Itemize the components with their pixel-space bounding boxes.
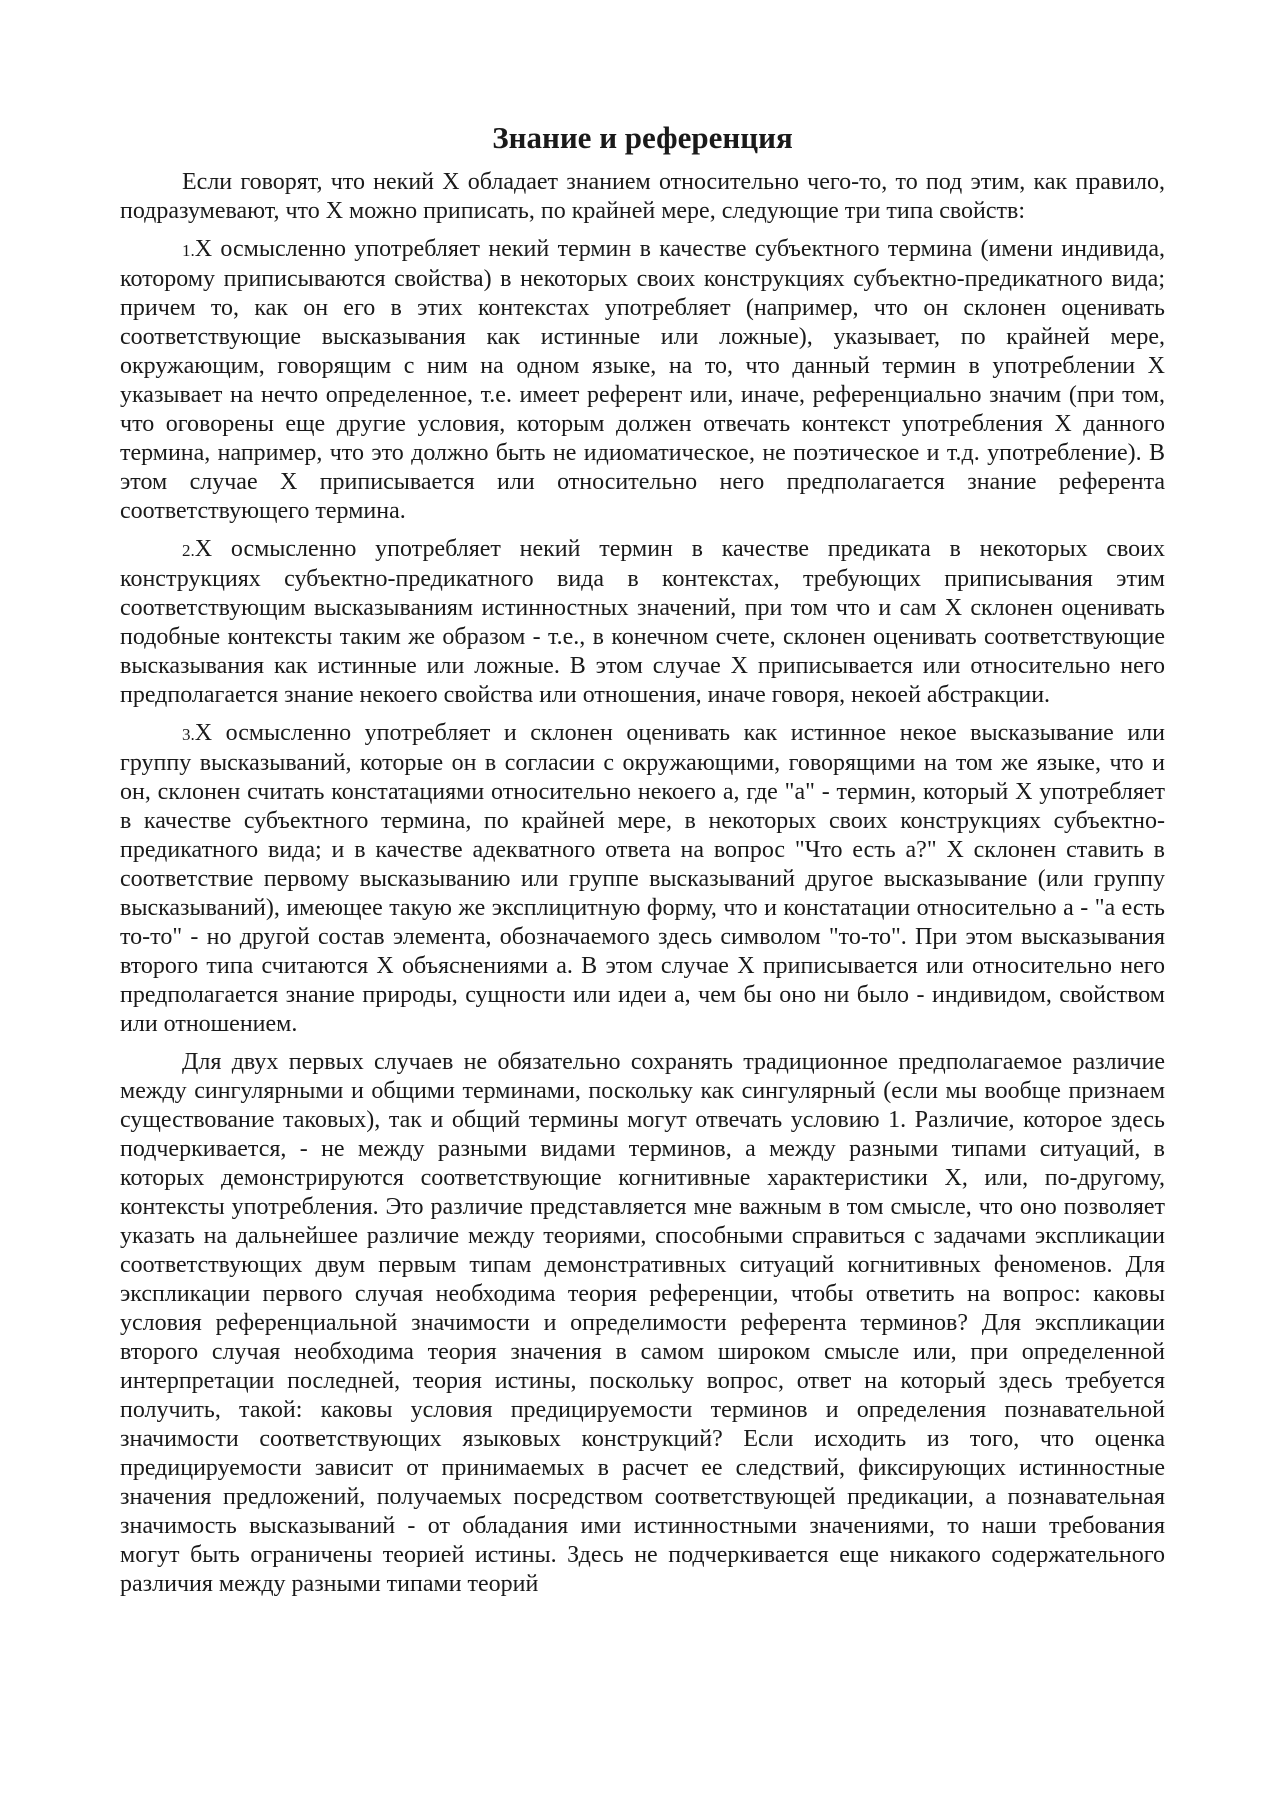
list-item-text: Х осмысленно употребляет некий термин в качестве субъектного термина (имени индивида, которому приписываются свойства) в некоторых своих конструкциях субъектно-предикатного вида; причем то, как он его в этих контекстах употребляет (например, что он склонен оценивать соответствующие высказывания как истинные или ложные), указывает, по крайней мере, окружающим, говорящим с ним на одном языке, на то, что данный термин в употреблении Х указывает на нечто определенное, т.е. имеет референт или, иначе, референциально значим (при том, что оговорены еще другие условия, которым должен отвечать контекст употребления Х данного термина, например, что это должно быть не идиоматическое, не поэтическое и т.д. употребление). В этом случае Х приписывается или относительно него предполагается знание референта соответствующего термина. — [120, 236, 1165, 524]
list-item-number: 1. — [182, 241, 195, 260]
list-item-number: 2. — [182, 541, 195, 560]
document-page — [120, 118, 1165, 1608]
intro-paragraph: Если говорят, что некий Х обладает знанием относительно чего-то, то под этим, как правило, подразумевают, что Х можно приписать, по крайней мере, следующие три типа свойств: — [120, 169, 1165, 224]
list-item-text: Х осмысленно употребляет и склонен оценивать как истинное некое высказывание или группу высказываний, которые он в согласии с окружающими, говорящими на том же языке, что и он, склонен считать констатациями относительно некоего а, где "а" - термин, который Х употребляет в качестве субъектного термина, по крайней мере, в некоторых своих конструкциях субъектно-предикатного вида; и в качестве адекватного ответа на вопрос "Что есть а?" Х склонен ставить в соответствие первому высказыванию или группе высказываний другое высказывание (или группу высказываний), имеющее такую же эксплицитную форму, что и констатации относительно а - "а есть то-то" - но другой состав элемента, обозначаемого здесь символом "то-то". При этом высказывания второго типа считаются Х объяснениями а. В этом случае Х приписывается или относительно него предполагается знание природы, сущности или идеи а, чем бы оно ни было - индивидом, свойством или отношением. — [120, 720, 1165, 1037]
list-item-number: 3. — [182, 725, 195, 744]
document-title: Знание и референция — [492, 120, 793, 155]
closing-paragraph: Для двух первых случаев не обязательно сохранять традиционное предполагаемое различие между сингулярными и общими терминами, поскольку как сингулярный (если мы вообще признаем существование таковых), так и общий термины могут отвечать условию 1. Различие, которое здесь подчеркивается, - не между разными видами терминов, а между разными типами ситуаций, в которых демонстрируются соответствующие когнитивные характеристики Х, или, по-другому, контексты употребления. Это различие представляется мне важным в том смысле, что оно позволяет указать на дальнейшее различие между теориями, способными справиться с задачами экспликации соответствующих двум первым типам демонстративных ситуаций когнитивных феноменов. Для экспликации первого случая необходима теория референции, чтобы ответить на вопрос: каковы условия референциальной значимости и определимости референта терминов? Для экспликации второго случая необходима теория значения в самом широком смысле или, при определенной интерпретации последней, теория истины, поскольку вопрос, ответ на который здесь требуется получить, такой: каковы условия предицируемости терминов и определения познавательной значимости соответствующих языковых конструкций? Если исходить из того, что оценка предицируемости зависит от принимаемых в расчет ее следствий, фиксирующих истинностные значения предложений, получаемых посредством соответствующей предикации, а познавательная значимость высказываний - от обладания ими истинностными значениями, то наши требования могут быть ограничены теорией истины. Здесь не подчеркивается еще никакого содержательного различия между разными типами теорий — [120, 1049, 1165, 1597]
list-item-3 — [120, 719, 1165, 1039]
list-item-1 — [120, 235, 1165, 526]
list-item-text: Х осмысленно употребляет некий термин в качестве предиката в некоторых своих конструкциях субъектно-предикатного вида в контекстах, требующих приписывания этим соответствующим высказываниям истинностных значений, при том что и сам Х склонен оценивать подобные контексты таким же образом - т.е., в конечном счете, склонен оценивать соответствующие высказывания как истинные или ложные. В этом случае Х приписывается или относительно него предполагается знание некоего свойства или отношения, иначе говоря, некоей абстракции. — [120, 536, 1165, 708]
list-item-2 — [120, 535, 1165, 710]
